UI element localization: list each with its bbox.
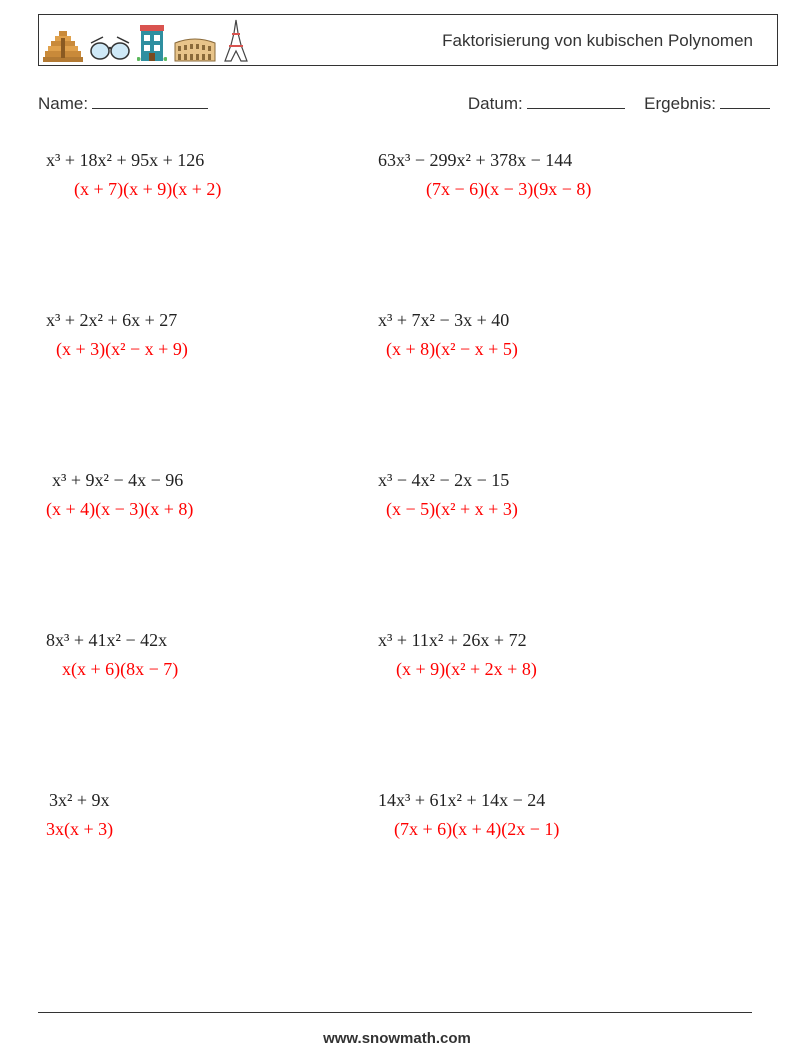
problem-answer: (x + 4)(x − 3)(x + 8) [46, 499, 194, 519]
problem-question: x³ + 9x² − 4x − 96 [52, 470, 184, 490]
problem-answer: (x + 8)(x² − x + 5) [386, 339, 518, 359]
problem-question: 3x² + 9x [49, 790, 110, 810]
problem-answer: (7x + 6)(x + 4)(2x − 1) [394, 819, 560, 839]
problem-answer: (x − 5)(x² + x + 3) [386, 499, 518, 519]
problem-answer: x(x + 6)(8x − 7) [62, 659, 179, 679]
name-label: Name: [38, 94, 89, 113]
problem-9 [46, 790, 113, 840]
worksheet-title: Faktorisierung von kubischen Polynomen [442, 31, 753, 50]
date-label: Datum: [467, 94, 523, 113]
problem-8 [378, 630, 537, 680]
name-field [38, 92, 208, 114]
problem-answer: (7x − 6)(x − 3)(9x − 8) [426, 179, 592, 199]
footer-divider [38, 1012, 752, 1013]
problem-question: x³ + 7x² − 3x + 40 [378, 310, 510, 330]
problem-answer: (x + 3)(x² − x + 9) [56, 339, 188, 359]
result-label: Ergebnis: [644, 94, 716, 113]
name-blank[interactable] [92, 92, 208, 109]
pyramid-icon [43, 29, 83, 63]
problem-answer: (x + 9)(x² + 2x + 8) [396, 659, 537, 679]
building-icon [137, 23, 167, 63]
header-box [38, 14, 778, 66]
problem-5 [46, 470, 193, 520]
problem-10 [378, 790, 559, 840]
problem-question: x³ − 4x² − 2x − 15 [378, 470, 510, 490]
problem-question: x³ + 2x² + 6x + 27 [46, 310, 178, 330]
problem-question: 14x³ + 61x² + 14x − 24 [378, 790, 546, 810]
eiffel-tower-icon [223, 19, 249, 63]
sunglasses-icon [89, 33, 131, 63]
problem-answer: (x + 7)(x + 9)(x + 2) [74, 179, 222, 199]
date-result-fields [468, 92, 770, 114]
colosseum-icon [173, 35, 217, 63]
footer-url[interactable]: www.snowmath.com [323, 1030, 471, 1047]
date-blank[interactable] [527, 92, 625, 109]
problem-1 [46, 150, 221, 200]
problem-question: 8x³ + 41x² − 42x [46, 630, 168, 650]
problem-6 [378, 470, 518, 520]
problem-answer: 3x(x + 3) [46, 819, 114, 839]
problem-question: x³ + 18x² + 95x + 126 [46, 150, 205, 170]
header-icons [43, 19, 249, 63]
problem-3 [46, 310, 188, 360]
problem-2 [378, 150, 591, 200]
result-blank[interactable] [720, 92, 770, 109]
problem-7 [46, 630, 178, 680]
problem-4 [378, 310, 518, 360]
problem-question: x³ + 11x² + 26x + 72 [378, 630, 527, 650]
problem-question: 63x³ − 299x² + 378x − 144 [378, 150, 573, 170]
